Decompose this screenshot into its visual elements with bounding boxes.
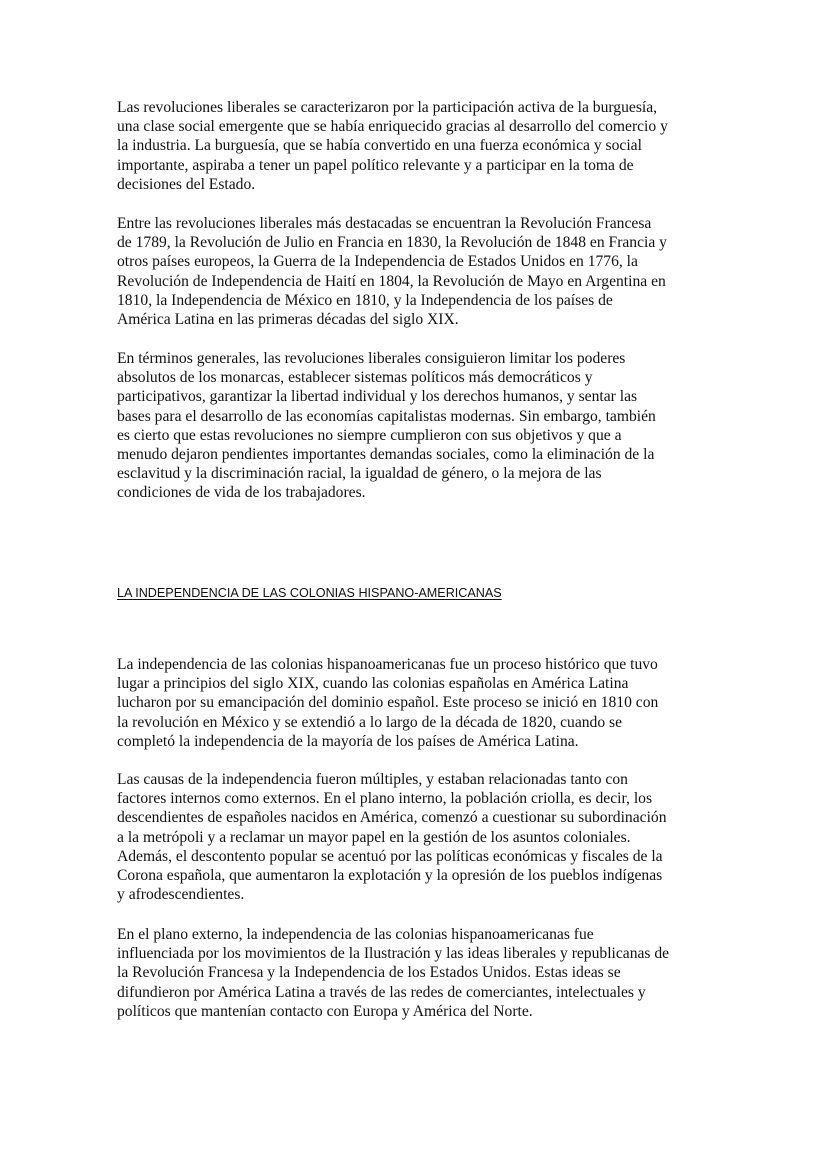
paragraph-revoluciones-destacadas: [117, 214, 717, 329]
text-line: La independencia de las colonias hispanoamericanas fue un proceso histórico que tuvo: [117, 656, 658, 673]
text-line: una clase social emergente que se había enriquecido gracias al desarrollo del comercio y: [117, 118, 668, 136]
text-line: decisiones del Estado.: [117, 175, 256, 193]
text-line: participativos, garantizar la libertad individual y los derechos humanos, y sentar las: [117, 388, 638, 406]
text-line: a la metrópoli y a reclamar un mayor papel en la gestión de los asuntos coloniales.: [117, 828, 631, 846]
text-line: la Revolución Francesa y la Independencia de los Estados Unidos. Estas ideas se: [117, 964, 621, 982]
text-line: Las causas de la independencia fueron múltiples, y estaban relacionadas tanto con: [117, 771, 628, 788]
text-line: Las revoluciones liberales se caracterizaron por la participación activa de la burguesía,: [117, 99, 658, 116]
text-line: esclavitud y la discriminación racial, la igualdad de género, o la mejora de las: [117, 465, 602, 483]
text-line: de 1789, la Revolución de Julio en Francia en 1830, la Revolución de 1848 en Francia y: [117, 234, 667, 252]
text-line: la industria. La burguesía, que se había convertido en una fuerza económica y social: [117, 137, 642, 155]
text-line: menudo dejaron pendientes importantes demandas sociales, como la eliminación de la: [117, 446, 655, 464]
text-line: Entre las revoluciones liberales más destacadas se encuentran la Revolución Francesa: [117, 215, 652, 232]
paragraph-independencia-intro: [117, 655, 717, 751]
text-line: Además, el descontento popular se acentuó por las políticas económicas y fiscales de la: [117, 847, 663, 865]
text-line: lugar a principios del siglo XIX, cuando las colonias españolas en América Latina: [117, 675, 629, 693]
text-line: En el plano externo, la independencia de las colonias hispanoamericanas fue: [117, 926, 594, 943]
text-line: es cierto que estas revoluciones no siempre cumplieron con sus objetivos y que a: [117, 426, 622, 444]
text-line: En términos generales, las revoluciones liberales consiguieron limitar los poderes: [117, 350, 626, 367]
text-line: Revolución de Independencia de Haití en 1804, la Revolución de Mayo en Argentina en: [117, 272, 666, 290]
paragraph-burguesia: [117, 98, 717, 194]
paragraph-plano-externo: [117, 925, 717, 1021]
text-line: lucharon por su emancipación del dominio español. Este proceso se inició en 1810 con: [117, 694, 659, 712]
text-line: América Latina en las primeras décadas del siglo XIX.: [117, 311, 459, 329]
text-line: descendientes de españoles nacidos en América, comenzó a cuestionar su subordinación: [117, 809, 667, 827]
text-line: condiciones de vida de los trabajadores.: [117, 484, 366, 502]
text-line: importante, aspiraba a tener un papel político relevante y a participar en la toma de: [117, 156, 634, 174]
text-line: absolutos de los monarcas, establecer sistemas políticos más democráticos y: [117, 369, 593, 387]
text-line: difundieron por América Latina a través de las redes de comerciantes, intelectuales y: [117, 983, 646, 1001]
text-line: 1810, la Independencia de México en 1810, y la Independencia de los países de: [117, 291, 613, 309]
text-line: y afrodescendientes.: [117, 886, 245, 904]
text-line: la revolución en México y se extendió a lo largo de la década de 1820, cuando se: [117, 713, 623, 731]
text-line: bases para el desarrollo de las economías capitalistas modernas. Sin embargo, también: [117, 407, 656, 425]
paragraph-terminos-generales: [117, 349, 717, 503]
text-line: otros países europeos, la Guerra de la Independencia de Estados Unidos en 1776, la: [117, 253, 638, 271]
paragraph-causas: [117, 770, 717, 904]
text-line: completó la independencia de la mayoría de los países de América Latina.: [117, 732, 579, 750]
text-line: Corona española, que aumentaron la explotación y la opresión de los pueblos indígenas: [117, 867, 663, 885]
text-line: factores internos como externos. En el plano interno, la población criolla, es decir, los: [117, 790, 653, 808]
text-line: políticos que mantenían contacto con Europa y América del Norte.: [117, 1002, 533, 1020]
text-line: influenciada por los movimientos de la Ilustración y las ideas liberales y republicanas de: [117, 945, 670, 963]
section-heading: LA INDEPENDENCIA DE LAS COLONIAS HISPANO-AMERICANAS: [117, 586, 502, 600]
